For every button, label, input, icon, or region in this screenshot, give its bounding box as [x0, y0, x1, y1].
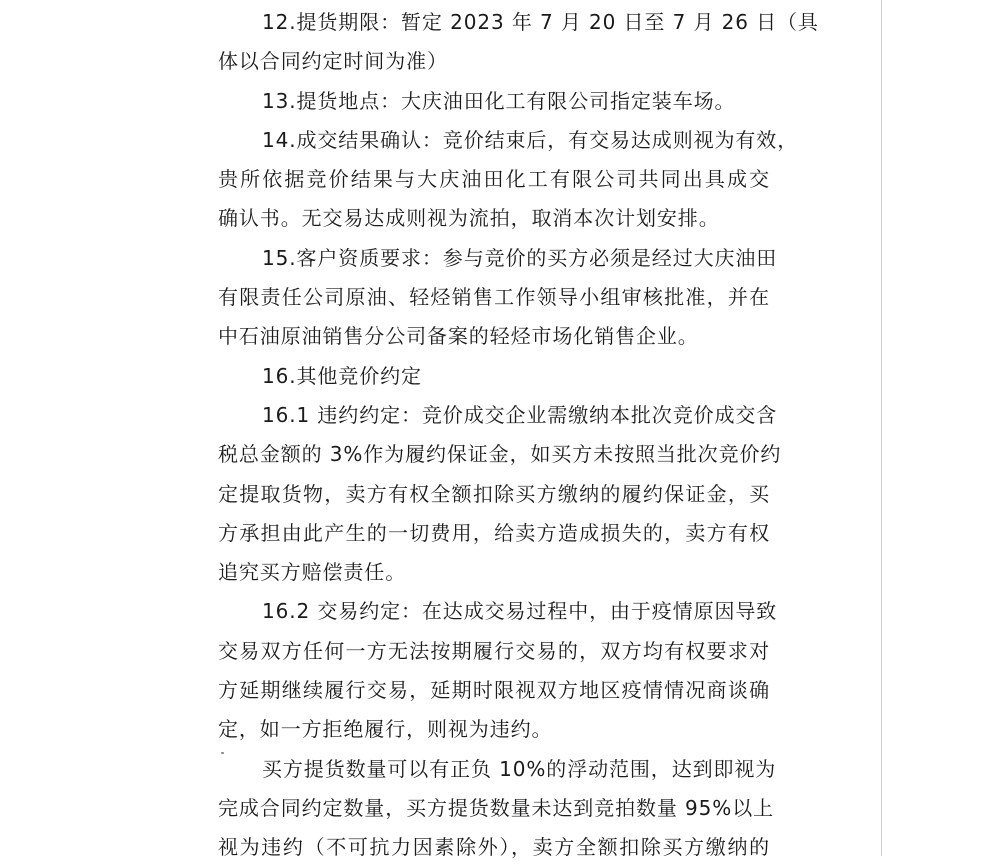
- quantity-clause-line-2: 完成合同约定数量，买方提货数量未达到竞拍数量 95%以上: [218, 795, 775, 820]
- clause-16-2-line-4: 定，如一方拒绝履行，则视为违约。: [218, 717, 553, 742]
- clause-16-heading: 16.其他竞价约定: [262, 363, 422, 388]
- clause-16-1-line-1: 16.1 违约约定：竞价成交企业需缴纳本批次竞价成交含: [262, 402, 778, 427]
- scan-edge-divider: [881, 0, 882, 856]
- clause-12-line-1: 12.提货期限：暂定 2023 年 7 月 20 日至 7 月 26 日（具: [262, 10, 819, 34]
- clause-14-line-2: 贵所依据竞价结果与大庆油田化工有限公司共同出具成交: [218, 167, 770, 192]
- clause-14-line-1: 14.成交结果确认：竞价结束后，有交易达成则视为有效，: [262, 127, 799, 152]
- clause-16-1-line-3: 定提取货物，卖方有权全额扣除买方缴纳的履约保证金，买: [218, 481, 770, 506]
- clause-16-2-line-1: 16.2 交易约定：在达成交易过程中，由于疫情原因导致: [262, 599, 778, 624]
- clause-16-1-line-2: 税总金额的 3%作为履约保证金，如买方未按照当批次竞价约: [218, 442, 782, 467]
- clause-15-line-3: 中石油原油销售分公司备案的轻烃市场化销售企业。: [218, 324, 699, 349]
- clause-12-line-2: 体以合同约定时间为准）: [218, 49, 448, 74]
- clause-16-2-line-2: 交易双方任何一方无法按期履行交易的，双方均有权要求对: [218, 638, 770, 663]
- clause-13-line-1: 13.提货地点：大庆油田化工有限公司指定装车场。: [262, 88, 736, 113]
- clause-15-line-1: 15.客户资质要求：参与竞价的买方必须是经过大庆油田: [262, 245, 778, 270]
- clause-15-line-2: 有限责任公司原油、轻烃销售工作领导小组审核批准，并在: [218, 285, 770, 310]
- clause-16-1-line-5: 追究买方赔偿责任。: [218, 560, 407, 585]
- document-body: [218, 3, 819, 868]
- clause-16-1-line-4: 方承担由此产生的一切费用，给卖方造成损失的，卖方有权: [218, 520, 770, 545]
- clause-14-line-3: 确认书。无交易达成则视为流拍，取消本次计划安排。: [218, 206, 720, 231]
- clause-16-2-line-3: 方延期继续履行交易，延期时限视双方地区疫情情况商谈确: [218, 678, 770, 703]
- quantity-clause-line-3: 视为违约（不可抗力因素除外），卖方全额扣除买方缴纳的: [218, 835, 770, 860]
- quantity-clause-line-1: 买方提货数量可以有正负 10%的浮动范围，达到即视为: [262, 756, 777, 781]
